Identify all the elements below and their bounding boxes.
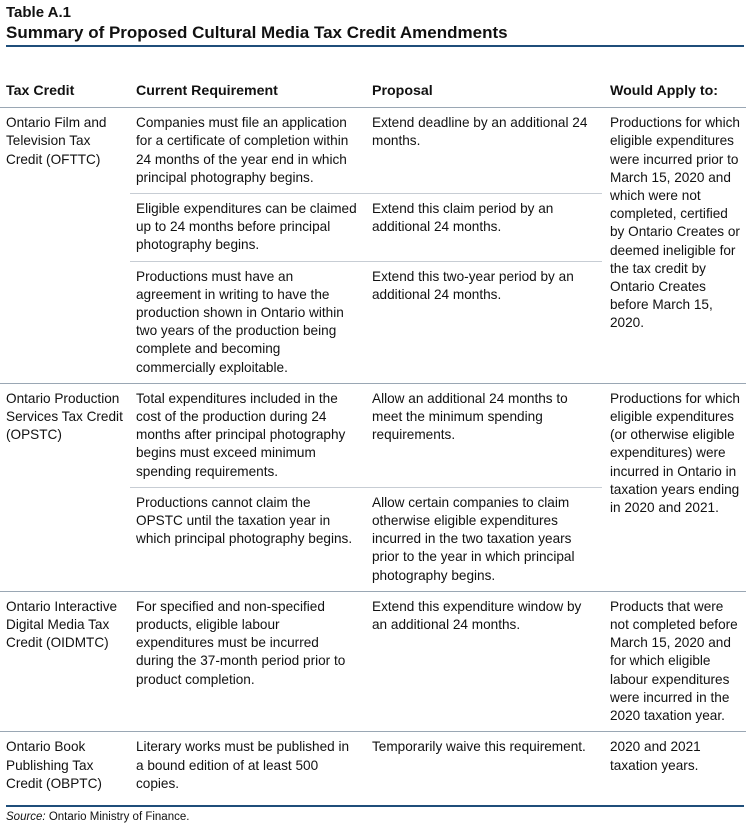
tax-credit-name: Ontario Production Services Tax Credit (OPSTC) [0, 383, 130, 591]
current-requirement-cell: Productions cannot claim the OPSTC until the taxation year in which principal photography begins. [130, 487, 366, 591]
current-requirement-cell: Total expenditures included in the cost of the production during 24 months after principal photography begins must exceed minimum spending requirements. [130, 383, 366, 487]
tax-credit-name: Ontario Interactive Digital Media Tax Credit (OIDMTC) [0, 591, 130, 731]
tax-credit-table [0, 76, 746, 799]
source-text: Ontario Ministry of Finance. [45, 811, 190, 823]
current-requirement-cell: Productions must have an agreement in writing to have the production shown in Ontario within two years of the production being complete and becoming commercially exploitable. [130, 261, 366, 383]
would-apply-cell: 2020 and 2021 taxation years. [602, 732, 746, 799]
current-requirement-cell: Companies must file an application for a certificate of completion within 24 months of the year end in which principal photography begins. [136, 115, 349, 185]
would-apply-cell: Products that were not completed before March 15, 2020 and for which eligible labour expenditures were incurred in the 2020 taxation year. [602, 591, 746, 731]
would-apply-cell: Productions for which eligible expenditures were incurred prior to March 15, 2020 and which were not completed, certified by Ontario Creates or deemed ineligible for the tax credit by Ontario Creates before March 15, 2020. [610, 115, 740, 331]
proposal-cell: Allow certain companies to claim otherwise eligible expenditures incurred in the two taxation years prior to the year in which principal photography begins. [366, 487, 602, 591]
table-row [0, 591, 746, 731]
source-note [6, 810, 189, 824]
current-requirement-cell: For specified and non-specified products, eligible labour expenditures must be incurred during the 37-month period prior to product completion. [130, 591, 366, 731]
table-row [0, 732, 746, 799]
header-tax-credit: Tax Credit [0, 76, 130, 108]
source-label: Source: [6, 811, 46, 823]
proposal-cell: Extend this claim period by an additional 24 months. [366, 194, 602, 262]
proposal-cell: Extend this expenditure window by an additional 24 months. [366, 591, 602, 731]
table-label: Table A.1 [6, 4, 72, 21]
current-requirement-cell: Eligible expenditures can be claimed up to 24 months before principal photography begins. [130, 194, 366, 262]
proposal-cell: Allow an additional 24 months to meet the minimum spending requirements. [366, 383, 602, 487]
table-row [0, 383, 746, 487]
tax-credit-name: Ontario Book Publishing Tax Credit (OBPTC) [0, 732, 130, 799]
table-row [0, 108, 746, 194]
would-apply-cell: Productions for which eligible expenditures (or otherwise eligible expenditures) were incurred in Ontario in taxation years ending in 2020 and 2021. [602, 383, 746, 591]
header-would-apply-to: Would Apply to: [602, 76, 746, 108]
proposal-cell: Extend this two-year period by an additional 24 months. [366, 261, 602, 383]
table-title: Summary of Proposed Cultural Media Tax Credit Amendments [6, 23, 508, 42]
proposal-cell: Temporarily waive this requirement. [366, 732, 602, 799]
tax-credit-name: Ontario Film and Television Tax Credit (OFTTC) [6, 115, 107, 167]
header-row [0, 76, 746, 108]
header-current-requirement: Current Requirement [130, 76, 366, 108]
table-bottom-rule [6, 805, 744, 807]
current-requirement-cell: Literary works must be published in a bound edition of at least 500 copies. [130, 732, 366, 799]
table-title-block [6, 3, 746, 44]
title-rule [6, 45, 744, 47]
proposal-cell: Extend deadline by an additional 24 months. [372, 115, 588, 149]
header-proposal: Proposal [366, 76, 602, 108]
